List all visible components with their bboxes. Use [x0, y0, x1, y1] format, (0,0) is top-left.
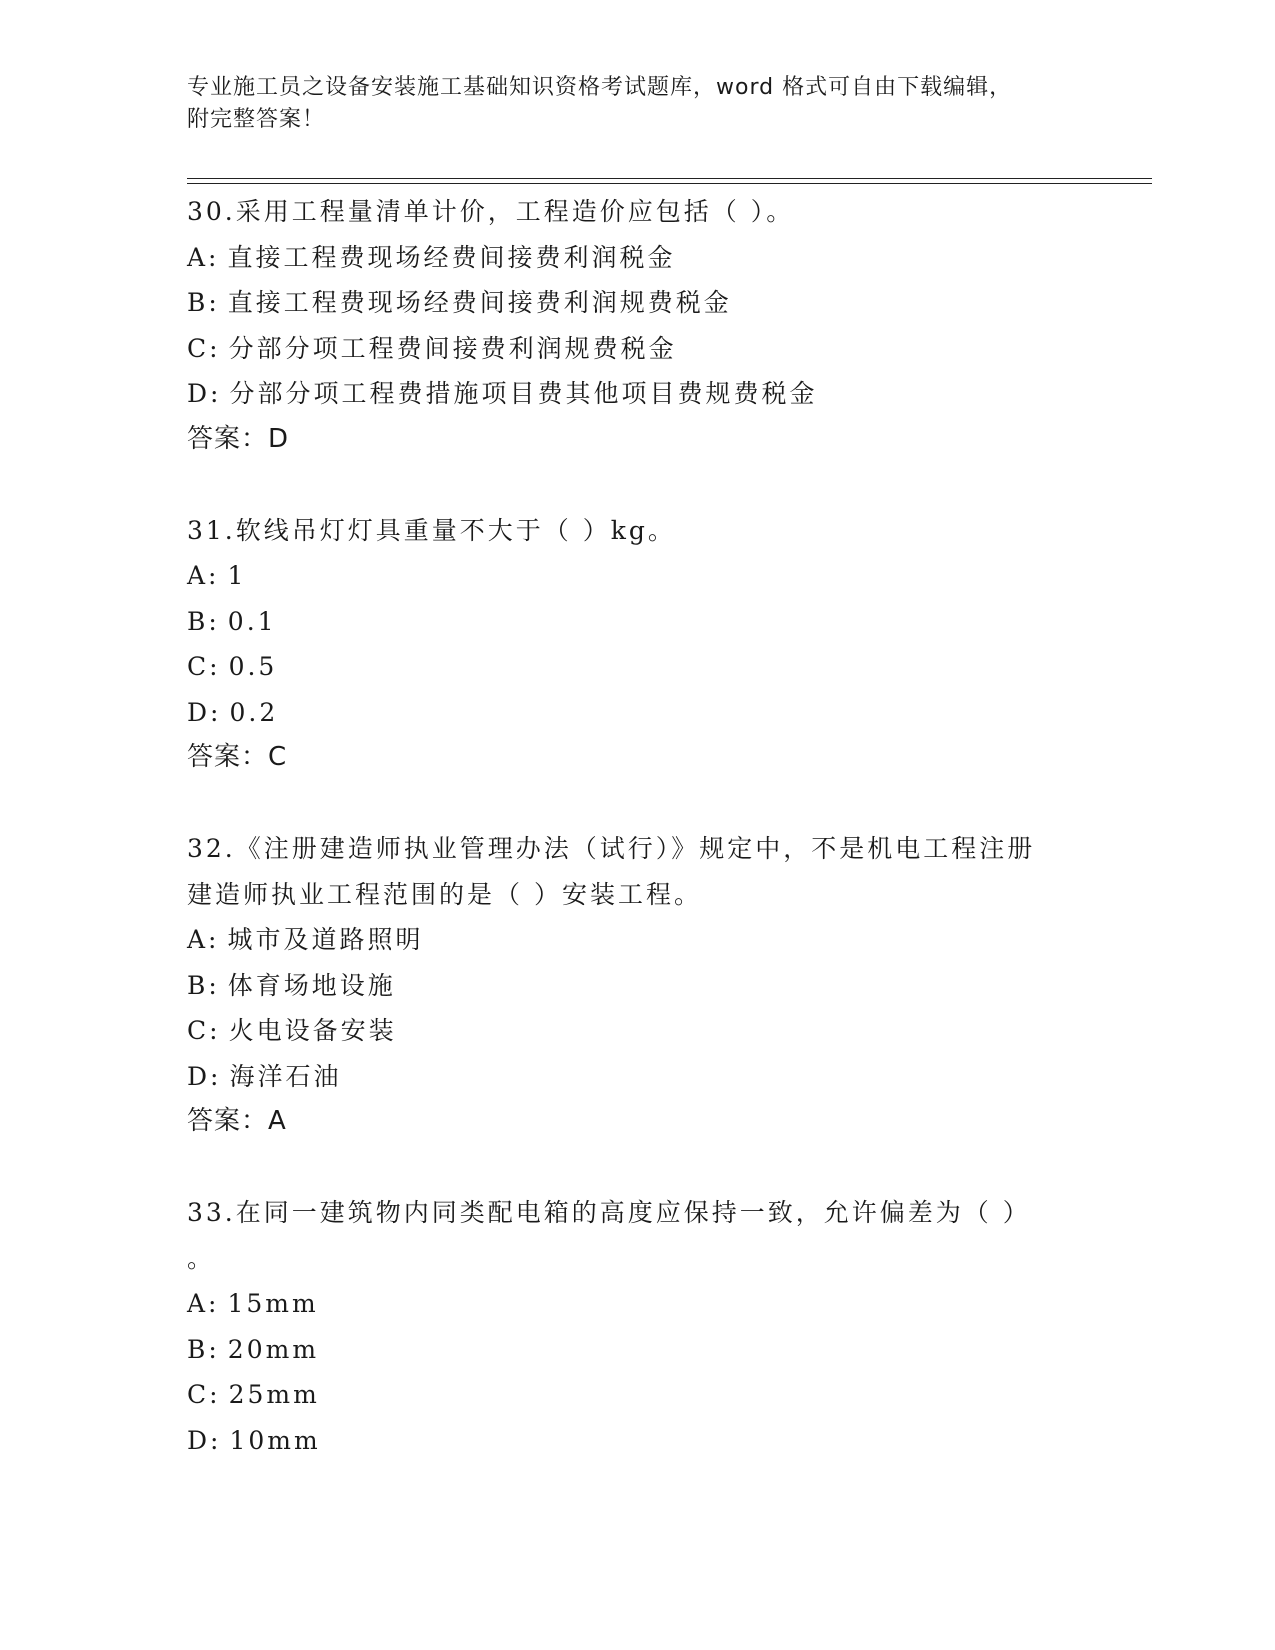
option-a — [187, 553, 1107, 599]
option-c — [187, 644, 1107, 690]
option-prefix: C: — [187, 1016, 221, 1045]
option-prefix: D: — [187, 697, 222, 727]
question-30 — [187, 189, 1107, 462]
option-text: 火电设备安装 — [228, 1016, 397, 1045]
header-line-1: 专业施工员之设备安装施工基础知识资格考试题库，word 格式可自由下载编辑， — [187, 75, 1013, 100]
option-prefix: C: — [187, 1380, 221, 1409]
option-a — [187, 917, 1107, 963]
option-text: 10mm — [229, 1425, 321, 1455]
header-line-2: 附完整答案！ — [187, 107, 326, 132]
option-a — [187, 1281, 1107, 1327]
question-33 — [187, 1190, 1107, 1463]
option-prefix: A: — [187, 242, 220, 272]
option-prefix: B: — [187, 970, 220, 1000]
question-list — [187, 189, 1107, 1463]
option-text: 直接工程费现场经费间接费利润规费税金 — [227, 288, 732, 317]
option-prefix: B: — [187, 606, 220, 636]
option-text: 15mm — [227, 1289, 319, 1318]
header-divider-bottom — [187, 183, 1152, 184]
option-b — [187, 963, 1107, 1009]
option-prefix: D: — [187, 379, 222, 408]
option-a — [187, 235, 1107, 281]
spacer — [187, 781, 1107, 827]
option-c — [187, 1372, 1107, 1418]
document-header — [187, 72, 1087, 136]
option-b — [187, 1327, 1107, 1373]
option-prefix: C: — [187, 333, 221, 363]
option-prefix: A: — [187, 561, 220, 590]
option-text: 体育场地设施 — [227, 970, 396, 1000]
option-prefix: A: — [187, 1289, 220, 1318]
option-prefix: D: — [187, 1061, 222, 1091]
option-d — [187, 690, 1107, 736]
answer-line: 答案：A — [187, 1106, 287, 1136]
option-prefix: B: — [187, 288, 220, 317]
option-prefix: B: — [187, 1334, 220, 1364]
option-text: 0.5 — [228, 652, 278, 681]
question-32 — [187, 826, 1107, 1145]
question-stem-line-1: 32.《注册建造师执业管理办法（试行）》规定中，不是机电工程注册 — [187, 834, 1036, 863]
option-text: 25mm — [228, 1380, 320, 1409]
option-text: 分部分项工程费间接费利润规费税金 — [228, 333, 677, 363]
option-prefix: A: — [187, 925, 220, 954]
question-stem-line-2: 。 — [187, 1243, 216, 1273]
question-stem-line-1: 33.在同一建筑物内同类配电箱的高度应保持一致，允许偏差为（ ） — [187, 1198, 1031, 1227]
spacer — [187, 462, 1107, 508]
question-31 — [187, 508, 1107, 781]
question-stem-line-2: 建造师执业工程范围的是（ ）安装工程。 — [187, 879, 702, 909]
option-text: 0.2 — [229, 697, 279, 727]
spacer — [187, 1145, 1107, 1191]
answer-line: 答案：D — [187, 423, 290, 454]
option-d — [187, 1418, 1107, 1464]
option-prefix: D: — [187, 1425, 222, 1455]
answer-line: 答案：C — [187, 742, 288, 772]
option-d — [187, 1054, 1107, 1100]
option-text: 20mm — [227, 1334, 320, 1364]
option-text: 1 — [227, 561, 247, 590]
question-stem: 30.采用工程量清单计价，工程造价应包括（ ）。 — [187, 197, 795, 226]
option-text: 直接工程费现场经费间接费利润税金 — [227, 242, 676, 272]
option-text: 海洋石油 — [229, 1061, 342, 1091]
option-c — [187, 326, 1107, 372]
option-d — [187, 371, 1107, 417]
option-text: 分部分项工程费措施项目费其他项目费规费税金 — [229, 379, 818, 408]
option-b — [187, 599, 1107, 645]
option-b — [187, 280, 1107, 326]
option-prefix: C: — [187, 652, 221, 681]
question-stem: 31.软线吊灯灯具重量不大于（ ）kg。 — [187, 515, 676, 545]
option-text: 0.1 — [227, 606, 277, 636]
option-text: 城市及道路照明 — [227, 925, 424, 954]
header-divider-top — [187, 178, 1152, 179]
option-c — [187, 1008, 1107, 1054]
